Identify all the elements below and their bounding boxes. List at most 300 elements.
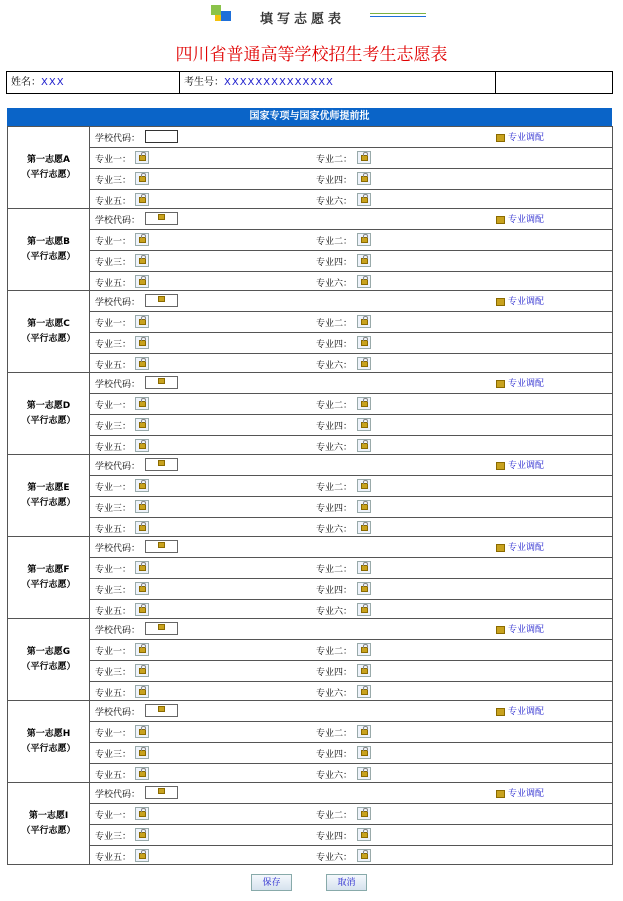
- school-code-row: [90, 127, 612, 148]
- major-input-m3[interactable]: [135, 418, 149, 431]
- lock-icon: [361, 340, 368, 346]
- major-input-m6[interactable]: [357, 685, 371, 698]
- major-adjust-label: 专业调配: [508, 461, 545, 471]
- major-row: [90, 558, 612, 579]
- name-value: XXX: [41, 77, 65, 88]
- lock-icon: [361, 155, 368, 161]
- major-adjust-label: 专业调配: [508, 789, 545, 799]
- choice-label: [8, 455, 90, 537]
- major-label-m6: 专业六：: [316, 853, 353, 863]
- name-cell: [7, 72, 180, 93]
- major-label-m3: 专业三：: [95, 668, 132, 678]
- school-code-label: 学校代码：: [95, 544, 141, 554]
- major-row: [90, 476, 612, 497]
- major-row: [90, 825, 612, 846]
- lock-icon: [361, 237, 368, 243]
- major-label-m5: 专业五：: [95, 525, 132, 535]
- choice-name: 第一志愿D: [26, 400, 71, 411]
- lock-icon: [139, 443, 146, 449]
- lock-icon: [139, 729, 146, 735]
- major-input-m2[interactable]: [357, 397, 371, 410]
- choice-fields: [90, 127, 613, 209]
- lock-icon: [158, 296, 165, 302]
- major-label-m3: 专业三：: [95, 586, 132, 596]
- school-code-label: 学校代码：: [95, 134, 141, 144]
- major-label-m1: 专业一：: [95, 483, 132, 493]
- major-label-m6: 专业六：: [316, 361, 353, 371]
- major-input-m6[interactable]: [357, 767, 371, 780]
- school-code-label: 学校代码：: [95, 790, 141, 800]
- choice-type: （平行志愿）: [21, 251, 76, 262]
- major-label-m6: 专业六：: [316, 771, 353, 781]
- school-code-row: [90, 537, 612, 558]
- major-row: [90, 354, 612, 374]
- major-row: [90, 394, 612, 415]
- school-code-input[interactable]: [145, 786, 178, 799]
- lock-icon: [139, 771, 146, 777]
- major-input-m6[interactable]: [357, 603, 371, 616]
- major-label-m3: 专业三：: [95, 422, 132, 432]
- major-input-m4[interactable]: [357, 172, 371, 185]
- major-label-m5: 专业五：: [95, 197, 132, 207]
- choice-block: [8, 537, 613, 619]
- major-input-m4[interactable]: [357, 582, 371, 595]
- major-label-m4: 专业四：: [316, 750, 353, 760]
- choice-block: [8, 701, 613, 783]
- lock-icon: [361, 689, 368, 695]
- major-input-m2[interactable]: [357, 561, 371, 574]
- major-input-m2[interactable]: [357, 151, 371, 164]
- major-label-m1: 专业一：: [95, 565, 132, 575]
- major-row: [90, 661, 612, 682]
- major-input-m4[interactable]: [357, 336, 371, 349]
- major-label-m4: 专业四：: [316, 422, 353, 432]
- lock-icon: [139, 422, 146, 428]
- major-row: [90, 600, 612, 620]
- major-label-m4: 专业四：: [316, 258, 353, 268]
- choice-fields: [90, 455, 613, 537]
- major-label-m2: 专业二：: [316, 565, 353, 575]
- lock-icon: [361, 832, 368, 838]
- major-row: [90, 518, 612, 538]
- major-row: [90, 846, 612, 866]
- major-label-m2: 专业二：: [316, 729, 353, 739]
- lock-icon: [139, 525, 146, 531]
- major-input-m5[interactable]: [135, 603, 149, 616]
- lock-icon: [361, 319, 368, 325]
- major-label-m1: 专业一：: [95, 401, 132, 411]
- major-input-m2[interactable]: [357, 479, 371, 492]
- choice-label: [8, 619, 90, 701]
- choice-label: [8, 537, 90, 619]
- school-code-row: [90, 619, 612, 640]
- lock-icon: [139, 647, 146, 653]
- school-code-label: 学校代码：: [95, 380, 141, 390]
- choice-body: [90, 537, 612, 618]
- major-input-m2[interactable]: [357, 315, 371, 328]
- school-code-input[interactable]: [145, 622, 178, 635]
- lock-icon: [361, 258, 368, 264]
- choice-name: 第一志愿F: [27, 564, 70, 575]
- lock-icon: [496, 708, 505, 716]
- major-input-m3[interactable]: [135, 254, 149, 267]
- major-input-m3[interactable]: [135, 172, 149, 185]
- major-row: [90, 640, 612, 661]
- lock-icon: [361, 401, 368, 407]
- major-label-m5: 专业五：: [95, 607, 132, 617]
- lock-icon: [361, 176, 368, 182]
- major-adjust-label: 专业调配: [508, 625, 545, 635]
- lock-icon: [496, 298, 505, 306]
- major-adjust-label: 专业调配: [508, 215, 545, 225]
- choice-name: 第一志愿I: [28, 810, 69, 821]
- major-label-m4: 专业四：: [316, 586, 353, 596]
- school-code-row: [90, 783, 612, 804]
- school-code-row: [90, 291, 612, 312]
- lock-icon: [139, 832, 146, 838]
- header-decor: [370, 13, 426, 19]
- header: [0, 0, 623, 36]
- choice-fields: [90, 537, 613, 619]
- choice-name: 第一志愿H: [26, 728, 71, 739]
- major-label-m4: 专业四：: [316, 176, 353, 186]
- school-code-input[interactable]: [145, 212, 178, 225]
- major-label-m4: 专业四：: [316, 340, 353, 350]
- major-row: [90, 190, 612, 210]
- major-input-m5[interactable]: [135, 275, 149, 288]
- major-input-m5[interactable]: [135, 849, 149, 862]
- lock-icon: [139, 279, 146, 285]
- lock-icon: [139, 565, 146, 571]
- lock-icon: [361, 668, 368, 674]
- student-info: [6, 71, 613, 94]
- school-code-label: 学校代码：: [95, 708, 141, 718]
- choice-body: [90, 701, 612, 782]
- major-input-m6[interactable]: [357, 521, 371, 534]
- major-input-m3[interactable]: [135, 664, 149, 677]
- school-code-label: 学校代码：: [95, 462, 141, 472]
- major-row: [90, 312, 612, 333]
- major-label-m2: 专业二：: [316, 319, 353, 329]
- lock-icon: [158, 542, 165, 548]
- major-input-m2[interactable]: [357, 643, 371, 656]
- major-label-m3: 专业三：: [95, 258, 132, 268]
- school-code-input[interactable]: [145, 540, 178, 553]
- lock-icon: [139, 361, 146, 367]
- major-label-m5: 专业五：: [95, 689, 132, 699]
- page-title: 四川省普通高等学校招生考生志愿表: [175, 45, 448, 65]
- lock-icon: [361, 279, 368, 285]
- blank-cell: [496, 72, 610, 93]
- major-label-m5: 专业五：: [95, 853, 132, 863]
- choice-type: （平行志愿）: [21, 579, 76, 590]
- major-label-m3: 专业三：: [95, 832, 132, 842]
- major-label-m4: 专业四：: [316, 668, 353, 678]
- choice-name: 第一志愿G: [26, 646, 71, 657]
- choice-type: （平行志愿）: [21, 415, 76, 426]
- school-code-row: [90, 209, 612, 230]
- major-label-m2: 专业二：: [316, 647, 353, 657]
- logo-icon: [211, 5, 231, 25]
- school-code-input[interactable]: [145, 458, 178, 471]
- lock-icon: [496, 462, 505, 470]
- choice-block: [8, 373, 613, 455]
- lock-icon: [361, 525, 368, 531]
- major-adjust-link[interactable]: [496, 212, 544, 225]
- major-adjust-label: 专业调配: [508, 297, 545, 307]
- school-code-row: [90, 373, 612, 394]
- major-label-m3: 专业三：: [95, 504, 132, 514]
- major-input-m1[interactable]: [135, 561, 149, 574]
- major-label-m2: 专业二：: [316, 811, 353, 821]
- major-row: [90, 230, 612, 251]
- choice-body: [90, 127, 612, 208]
- lock-icon: [361, 565, 368, 571]
- choice-type: （平行志愿）: [21, 825, 76, 836]
- lock-icon: [139, 197, 146, 203]
- major-adjust-link[interactable]: [496, 540, 544, 553]
- school-code-row: [90, 455, 612, 476]
- choice-type: （平行志愿）: [21, 661, 76, 672]
- major-label-m6: 专业六：: [316, 525, 353, 535]
- choice-body: [90, 455, 612, 536]
- major-label-m3: 专业三：: [95, 340, 132, 350]
- school-code-input[interactable]: [145, 294, 178, 307]
- major-input-m1[interactable]: [135, 643, 149, 656]
- lock-icon: [361, 729, 368, 735]
- major-row: [90, 415, 612, 436]
- major-row: [90, 743, 612, 764]
- major-input-m6[interactable]: [357, 439, 371, 452]
- choice-body: [90, 783, 612, 864]
- lock-icon: [361, 586, 368, 592]
- exam-number-cell: [180, 72, 496, 93]
- major-label-m2: 专业二：: [316, 237, 353, 247]
- choice-label: [8, 783, 90, 865]
- major-input-m6[interactable]: [357, 849, 371, 862]
- lock-icon: [139, 155, 146, 161]
- major-label-m4: 专业四：: [316, 832, 353, 842]
- choices-table: [7, 126, 613, 865]
- major-adjust-link[interactable]: [496, 458, 544, 471]
- lock-icon: [361, 483, 368, 489]
- choice-body: [90, 209, 612, 290]
- major-label-m2: 专业二：: [316, 483, 353, 493]
- major-input-m3[interactable]: [135, 582, 149, 595]
- major-label-m5: 专业五：: [95, 279, 132, 289]
- major-label-m6: 专业六：: [316, 443, 353, 453]
- lock-icon: [361, 504, 368, 510]
- major-label-m1: 专业一：: [95, 237, 132, 247]
- school-code-label: 学校代码：: [95, 626, 141, 636]
- major-adjust-label: 专业调配: [508, 133, 545, 143]
- major-adjust-label: 专业调配: [508, 379, 545, 389]
- choice-body: [90, 619, 612, 700]
- choice-fields: [90, 783, 613, 865]
- major-input-m1[interactable]: [135, 725, 149, 738]
- major-row: [90, 804, 612, 825]
- school-code-input[interactable]: [145, 130, 178, 143]
- major-input-m3[interactable]: [135, 336, 149, 349]
- major-adjust-link[interactable]: [496, 376, 544, 389]
- major-input-m4[interactable]: [357, 418, 371, 431]
- lock-icon: [139, 401, 146, 407]
- major-input-m6[interactable]: [357, 193, 371, 206]
- lock-icon: [496, 790, 505, 798]
- major-input-m5[interactable]: [135, 685, 149, 698]
- major-row: [90, 169, 612, 190]
- major-input-m4[interactable]: [357, 664, 371, 677]
- lock-icon: [139, 258, 146, 264]
- lock-icon: [361, 607, 368, 613]
- major-input-m5[interactable]: [135, 357, 149, 370]
- choice-block: [8, 291, 613, 373]
- major-input-m3[interactable]: [135, 500, 149, 513]
- major-label-m5: 专业五：: [95, 443, 132, 453]
- choice-fields: [90, 701, 613, 783]
- major-adjust-label: 专业调配: [508, 707, 545, 717]
- choice-body: [90, 291, 612, 372]
- lock-icon: [139, 340, 146, 346]
- major-adjust-link[interactable]: [496, 786, 544, 799]
- major-row: [90, 148, 612, 169]
- header-title: 填写志愿表: [260, 12, 346, 27]
- choice-block: [8, 455, 613, 537]
- lock-icon: [361, 422, 368, 428]
- major-label-m3: 专业三：: [95, 176, 132, 186]
- major-input-m6[interactable]: [357, 357, 371, 370]
- major-label-m2: 专业二：: [316, 401, 353, 411]
- exam-number-label: 考生号：: [184, 77, 224, 88]
- lock-icon: [496, 134, 505, 142]
- major-label-m5: 专业五：: [95, 361, 132, 371]
- choice-label: [8, 373, 90, 455]
- lock-icon: [139, 504, 146, 510]
- lock-icon: [158, 460, 165, 466]
- lock-icon: [139, 811, 146, 817]
- lock-icon: [139, 483, 146, 489]
- school-code-label: 学校代码：: [95, 298, 141, 308]
- lock-icon: [496, 544, 505, 552]
- cancel-button[interactable]: 取消: [326, 874, 367, 891]
- lock-icon: [496, 380, 505, 388]
- major-input-m5[interactable]: [135, 521, 149, 534]
- major-label-m1: 专业一：: [95, 811, 132, 821]
- lock-icon: [139, 237, 146, 243]
- save-button[interactable]: 保存: [251, 874, 292, 891]
- lock-icon: [361, 443, 368, 449]
- major-input-m2[interactable]: [357, 233, 371, 246]
- major-input-m3[interactable]: [135, 746, 149, 759]
- choice-name: 第一志愿B: [27, 236, 70, 247]
- major-adjust-link[interactable]: [496, 130, 544, 143]
- major-input-m2[interactable]: [357, 807, 371, 820]
- major-input-m6[interactable]: [357, 275, 371, 288]
- lock-icon: [496, 626, 505, 634]
- choice-type: （平行志愿）: [21, 333, 76, 344]
- major-input-m1[interactable]: [135, 233, 149, 246]
- choice-label: [8, 209, 90, 291]
- school-code-label: 学校代码：: [95, 216, 141, 226]
- major-input-m1[interactable]: [135, 397, 149, 410]
- lock-icon: [361, 647, 368, 653]
- lock-icon: [496, 216, 505, 224]
- choice-type: （平行志愿）: [21, 497, 76, 508]
- choice-fields: [90, 291, 613, 373]
- major-input-m1[interactable]: [135, 479, 149, 492]
- major-row: [90, 682, 612, 702]
- major-input-m4[interactable]: [357, 746, 371, 759]
- choice-fields: [90, 209, 613, 291]
- batch-band: 国家专项与国家优师提前批: [7, 108, 612, 126]
- choice-block: [8, 209, 613, 291]
- major-input-m1[interactable]: [135, 151, 149, 164]
- choice-block: [8, 783, 613, 865]
- lock-icon: [361, 853, 368, 859]
- lock-icon: [139, 853, 146, 859]
- lock-icon: [139, 689, 146, 695]
- school-code-input[interactable]: [145, 376, 178, 389]
- lock-icon: [139, 668, 146, 674]
- choice-block: [8, 619, 613, 701]
- school-code-input[interactable]: [145, 704, 178, 717]
- major-input-m4[interactable]: [357, 500, 371, 513]
- major-label-m6: 专业六：: [316, 279, 353, 289]
- major-label-m6: 专业六：: [316, 689, 353, 699]
- choice-label: [8, 701, 90, 783]
- major-input-m1[interactable]: [135, 315, 149, 328]
- major-label-m5: 专业五：: [95, 771, 132, 781]
- major-row: [90, 436, 612, 456]
- lock-icon: [158, 788, 165, 794]
- exam-number-value: XXXXXXXXXXXXXX: [224, 77, 334, 88]
- major-adjust-label: 专业调配: [508, 543, 545, 553]
- major-row: [90, 272, 612, 292]
- major-input-m5[interactable]: [135, 439, 149, 452]
- major-input-m5[interactable]: [135, 193, 149, 206]
- major-label-m1: 专业一：: [95, 319, 132, 329]
- choice-name: 第一志愿E: [27, 482, 70, 493]
- major-input-m1[interactable]: [135, 807, 149, 820]
- choice-body: [90, 373, 612, 454]
- major-row: [90, 251, 612, 272]
- choice-type: （平行志愿）: [21, 743, 76, 754]
- lock-icon: [158, 214, 165, 220]
- major-label-m6: 专业六：: [316, 607, 353, 617]
- major-input-m2[interactable]: [357, 725, 371, 738]
- major-input-m4[interactable]: [357, 828, 371, 841]
- name-label: 姓名：: [11, 77, 41, 88]
- choice-fields: [90, 373, 613, 455]
- lock-icon: [361, 811, 368, 817]
- lock-icon: [139, 607, 146, 613]
- major-adjust-link[interactable]: [496, 704, 544, 717]
- major-input-m3[interactable]: [135, 828, 149, 841]
- major-row: [90, 333, 612, 354]
- lock-icon: [361, 197, 368, 203]
- major-label-m6: 专业六：: [316, 197, 353, 207]
- lock-icon: [361, 771, 368, 777]
- major-input-m5[interactable]: [135, 767, 149, 780]
- major-adjust-link[interactable]: [496, 294, 544, 307]
- major-input-m4[interactable]: [357, 254, 371, 267]
- school-code-row: [90, 701, 612, 722]
- major-adjust-link[interactable]: [496, 622, 544, 635]
- choice-label: [8, 127, 90, 209]
- major-label-m1: 专业一：: [95, 155, 132, 165]
- major-label-m2: 专业二：: [316, 155, 353, 165]
- choice-label: [8, 291, 90, 373]
